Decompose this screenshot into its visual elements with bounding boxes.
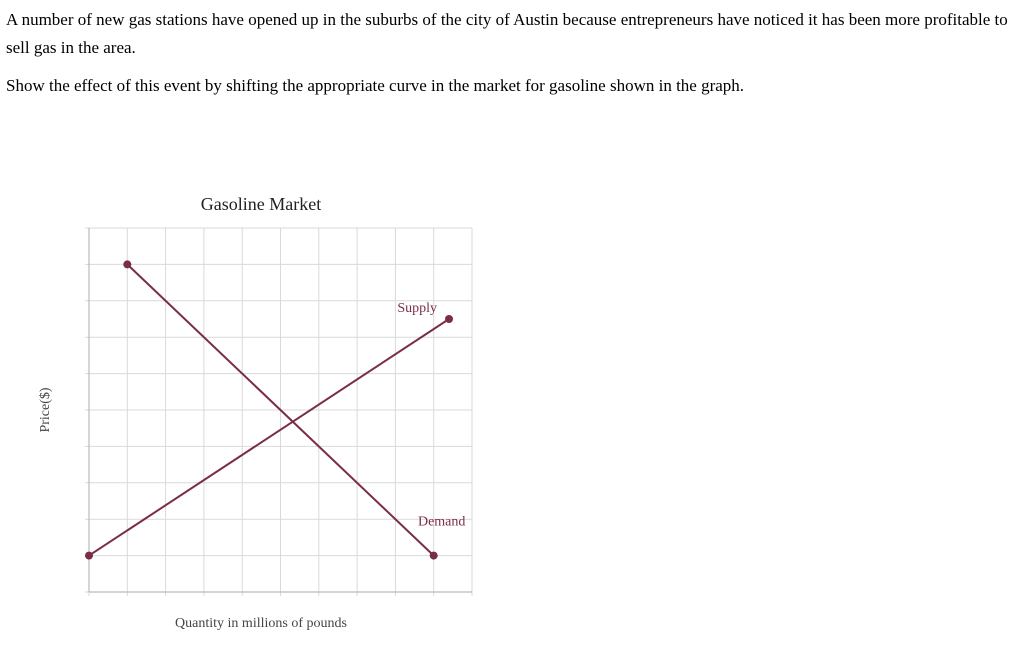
x-axis-label: Quantity in millions of pounds (175, 616, 347, 631)
demand-label: Demand (417, 514, 466, 530)
supply-label: Supply (397, 301, 438, 316)
question-paragraph-1: A number of new gas stations have opened up in the suburbs of the city of Austin because entrepreneurs have noticed it has been more profitable to sell gas in the area. (6, 10, 1008, 57)
chart-grid (85, 228, 472, 596)
question-paragraph-2: Show the effect of this event by shifting the appropriate curve in the market for gasoline shown in the graph. (6, 76, 745, 95)
y-axis-label: Price($) (38, 387, 53, 433)
demand-end-handle[interactable] (430, 552, 438, 560)
chart-title: Gasoline Market (200, 194, 322, 214)
demand-start-handle[interactable] (123, 260, 131, 268)
supply-end-handle[interactable] (445, 315, 453, 323)
supply-start-handle[interactable] (85, 552, 93, 560)
